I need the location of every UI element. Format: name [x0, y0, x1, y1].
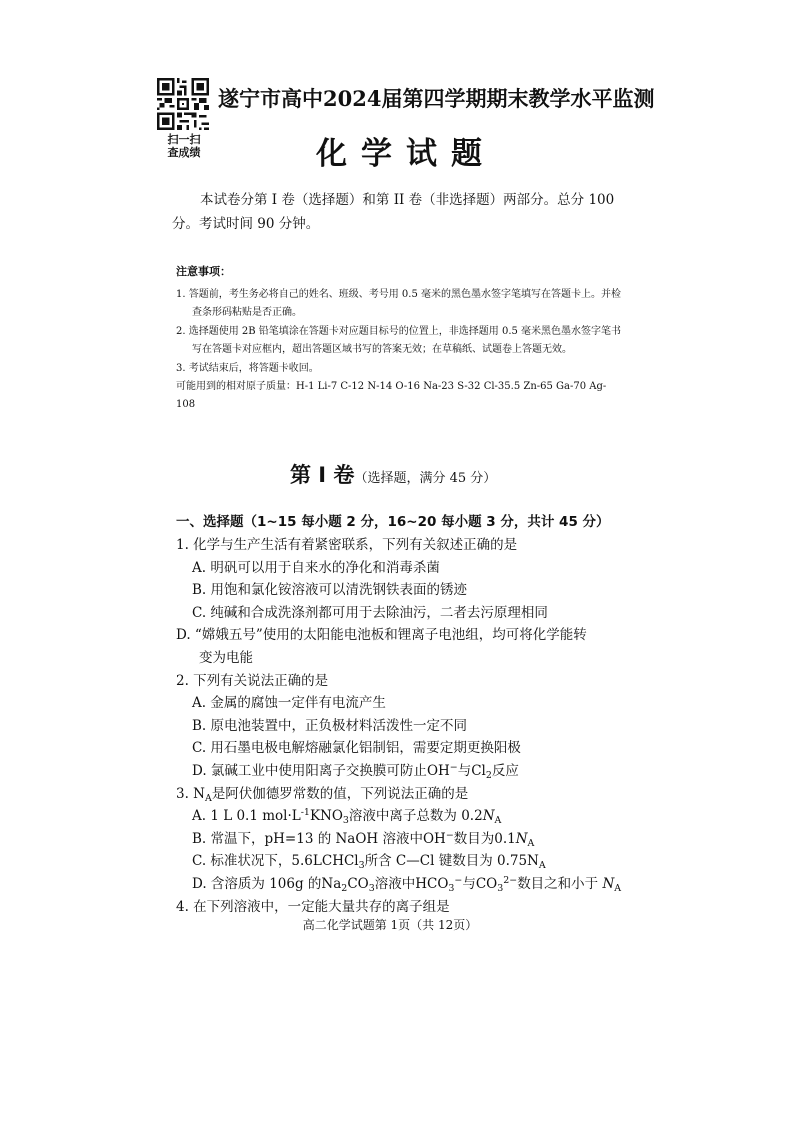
- qr-caption-line-2: 查成绩: [167, 146, 201, 159]
- intro-paragraph: 本试卷分第 I 卷（选择题）和第 II 卷（非选择题）两部分。总分 100 分。考试时间 90 分钟。: [172, 192, 615, 232]
- q3c-sub: 3: [358, 860, 365, 872]
- q2d-post: 反应: [491, 762, 519, 779]
- question-3: [176, 783, 646, 896]
- q2d-cl-sub: 2: [485, 769, 492, 781]
- q3b-n-sub: A: [527, 837, 535, 849]
- q2d-pre: D. 氯碱工业中使用阳离子交换膜可防止: [192, 762, 427, 779]
- question-4-stem: 4. 在下列溶液中，一定能大量共存的离子组是: [176, 898, 450, 915]
- q2d-oh-charge: −: [449, 761, 458, 773]
- section-one-heading: 一、选择题（1~15 每小题 2 分，16~20 每小题 3 分，共计 45 分）: [176, 514, 610, 530]
- q3-stem-a: A: [204, 792, 212, 804]
- question-3-option-a: [176, 805, 646, 828]
- q3a-sup: -1: [300, 807, 310, 819]
- q3a-n-sub: A: [494, 815, 502, 827]
- q3b-oh: OH: [422, 830, 446, 847]
- atomic-masses: 可能用到的相对原子质量：H-1 Li-7 C-12 N-14 O-16 Na-23 S-32 Cl-35.5 Zn-65 Ga-70 Ag-108: [176, 381, 607, 411]
- q3d-n: N: [602, 875, 615, 892]
- question-2: [176, 670, 646, 783]
- q3d-n-sub: A: [614, 882, 622, 894]
- q2d-oh: OH: [426, 762, 450, 779]
- q2d-cl: Cl: [471, 762, 486, 779]
- question-2-option-b: B. 原电池装置中，正负极材料活泼性一定不同: [192, 717, 468, 734]
- q3c-n-sub: A: [538, 860, 546, 872]
- question-4: [176, 896, 646, 919]
- q3-stem-n: 3. N: [176, 785, 205, 802]
- question-1-option-d-cont: 变为电能: [199, 649, 253, 666]
- notes-list: [176, 286, 624, 415]
- question-3-option-b: [176, 828, 646, 851]
- q3-stem-rest: 是阿伏伽德罗常数的值，下列说法正确的是: [211, 785, 469, 802]
- q3b-pre: B. 常温下，pH=13 的 NaOH 溶液中: [192, 830, 423, 847]
- page-footer: 高二化学试题第 1页（共 12页）: [302, 918, 478, 932]
- q2d-mid: 与: [457, 762, 472, 779]
- q3b-val: 0.1: [494, 830, 516, 847]
- q3a-n: N: [482, 808, 495, 825]
- q3d-and: 与: [462, 875, 476, 892]
- q3a-mid: KNO: [309, 808, 343, 825]
- question-1-option-c: C. 纯碱和合成洗涤剂都可用于去除油污，二者去污原理相同: [192, 604, 548, 621]
- question-1-option-a: A. 明矾可以用于自来水的净化和消毒杀菌: [192, 559, 440, 576]
- q3d-pre: D. 含溶质为 106g 的: [192, 875, 322, 892]
- q3b-n: N: [515, 830, 528, 847]
- qr-code-image: [157, 78, 209, 130]
- question-3-option-c: [176, 850, 646, 873]
- q3a-sub: 3: [342, 815, 349, 827]
- note-item-2: 2. 选择题使用 2B 铅笔填涂在答题卡对应题目标号的位置上，非选择题用 0.5 毫米黑色墨水签字笔书写在答题卡对应框内，超出答题区域书写的答案无效；在草稿纸、试题卷上答题无效。: [176, 325, 622, 356]
- note-item-1: 1. 答题前，考生务必将自己的姓名、班级、考号用 0.5 毫米的黑色墨水签字笔填写在答题卡上。并检查条形码粘贴是否正确。: [176, 289, 621, 319]
- q3b-post: 数目为: [453, 830, 495, 847]
- questions-block: [176, 534, 646, 918]
- question-1-option-b: B. 用饱和氯化铵溶液可以清洗钢铁表面的锈迹: [192, 582, 468, 599]
- question-1: [176, 534, 646, 670]
- q3d-mid: 溶液中: [374, 875, 416, 892]
- question-2-option-c: C. 用石墨电极电解熔融氯化铝制铝，需要定期更换阳极: [192, 740, 521, 757]
- question-2-option-a: A. 金属的腐蚀一定伴有电流产生: [192, 695, 386, 712]
- q3c-pre: C. 标准状况下，5.6LCHCl: [192, 853, 359, 870]
- q3b-oh-charge: −: [445, 829, 454, 841]
- q3a-post: 溶液中离子总数为 0.2: [348, 808, 483, 825]
- part-one-heading: [290, 459, 496, 489]
- part-one-note: （选择题，满分 45 分）: [354, 471, 497, 486]
- qr-caption-line-1: 扫一扫: [167, 133, 201, 146]
- q3a-pre: A. 1 L 0.1 mol·L: [192, 808, 301, 825]
- question-1-option-d: D. “嫦娥五号”使用的太阳能电池板和锂离子电池组，均可将化学能转: [176, 627, 587, 644]
- notes-title: 注意事项：: [176, 265, 231, 278]
- question-3-stem: [176, 783, 646, 806]
- exam-main-title: 化学试题: [316, 136, 496, 172]
- note-item-3: 3. 考试结束后，将答题卡收回。: [176, 362, 319, 374]
- q3c-post: 所含 C—Cl 键数目为 0.75N: [364, 853, 539, 870]
- question-1-stem: 1. 化学与生产生活有着紧密联系，下列有关叙述正确的是: [176, 537, 518, 553]
- exam-top-title: 遂宁市高中2024届第四学期期末教学水平监测: [218, 86, 655, 111]
- question-2-stem: 2. 下列有关说法正确的是: [176, 672, 329, 689]
- q3d-post: 数目之和小于: [517, 875, 599, 892]
- part-one-label: 第 Ⅰ 卷: [290, 463, 355, 487]
- question-3-option-d: D. 含溶质为 106g 的$Na_2CO_3$溶液中$HCO_3^-$与$CO_3^{2-}$数目之和小于 $N_A$: [192, 874, 622, 894]
- question-2-option-d: [176, 760, 646, 783]
- qr-caption: [157, 133, 211, 159]
